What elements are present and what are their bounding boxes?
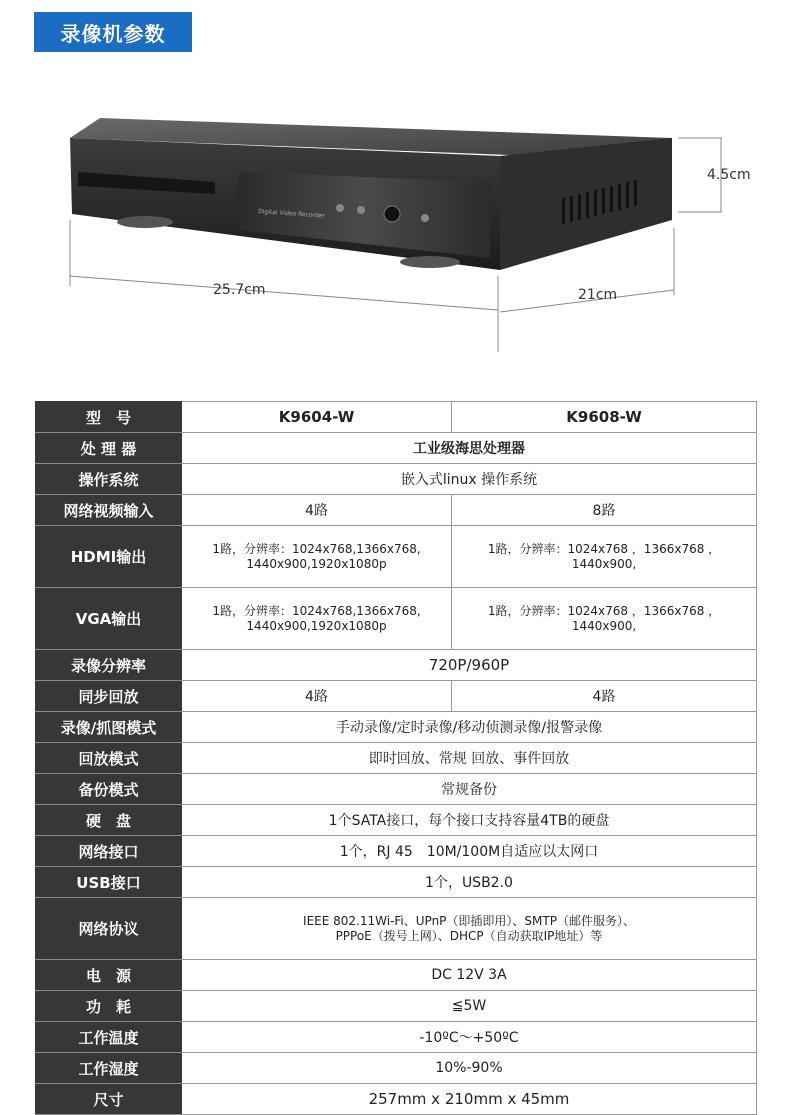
table-row — [36, 1084, 757, 1115]
dvr-device-image — [0, 90, 790, 370]
row-value-b: 8路 — [452, 495, 757, 526]
row-value: 即时回放、常规 回放、事件回放 — [182, 743, 757, 774]
row-value-b: 1路，分辨率：1024x768 ，1366x768 ， 1440x900, — [452, 588, 757, 650]
row-value: -10ºC～+50ºC — [182, 1022, 757, 1053]
row-value: 工业级海思处理器 — [182, 433, 757, 464]
device-label: Digital Video Recorder — [257, 208, 326, 220]
row-value-b: 1路，分辨率：1024x768 ，1366x768 ， 1440x900, — [452, 526, 757, 588]
table-row — [36, 588, 757, 650]
table-row — [36, 743, 757, 774]
row-label: 同步回放 — [36, 681, 182, 712]
table-row — [36, 898, 757, 960]
depth-dimension: 21cm — [578, 287, 618, 303]
row-value-a: 4路 — [182, 495, 452, 526]
row-label: 工作湿度 — [36, 1053, 182, 1084]
row-value: 720P/960P — [182, 650, 757, 681]
hdd-led-icon — [357, 206, 365, 214]
ir-sensor-icon — [384, 206, 400, 222]
row-value-a: 4路 — [182, 681, 452, 712]
row-value: 257mm x 210mm x 45mm — [182, 1084, 757, 1115]
table-row — [36, 960, 757, 991]
row-value-a: 1路，分辨率：1024x768,1366x768, 1440x900,1920x1080p — [182, 588, 452, 650]
row-label: 录像分辨率 — [36, 650, 182, 681]
row-value: 手动录像/定时录像/移动侦测录像/报警录像 — [182, 712, 757, 743]
table-row — [36, 1022, 757, 1053]
row-value-a: 1路，分辨率：1024x768,1366x768, 1440x900,1920x1080p — [182, 526, 452, 588]
row-label: 工作温度 — [36, 1022, 182, 1053]
table-row — [36, 433, 757, 464]
table-row — [36, 991, 757, 1022]
table-row — [36, 526, 757, 588]
row-value: 1个，RJ 45 10M/100M自适应以太网口 — [182, 836, 757, 867]
row-label: 操作系统 — [36, 464, 182, 495]
row-label: 网络协议 — [36, 898, 182, 960]
row-value: IEEE 802.11Wi-Fi、UPnP（即插即用）、SMTP（邮件服务）、 PPPoE（拨号上网）、DHCP（自动获取IP地址）等 — [182, 898, 757, 960]
table-row — [36, 495, 757, 526]
row-label: 功 耗 — [36, 991, 182, 1022]
row-value: 10%-90% — [182, 1053, 757, 1084]
row-label: 处 理 器 — [36, 433, 182, 464]
table-row — [36, 774, 757, 805]
row-value: DC 12V 3A — [182, 960, 757, 991]
model-a: K9604-W — [182, 402, 452, 433]
row-label: 网络接口 — [36, 836, 182, 867]
row-label: 备份模式 — [36, 774, 182, 805]
row-label: VGA输出 — [36, 588, 182, 650]
row-value-b: 4路 — [452, 681, 757, 712]
row-value: 常规备份 — [182, 774, 757, 805]
row-label: USB接口 — [36, 867, 182, 898]
model-b: K9608-W — [452, 402, 757, 433]
table-row-model — [36, 402, 757, 433]
table-row — [36, 464, 757, 495]
table-row — [36, 712, 757, 743]
network-led-icon — [421, 214, 429, 222]
row-label: HDMI输出 — [36, 526, 182, 588]
row-value: 嵌入式linux 操作系统 — [182, 464, 757, 495]
table-row — [36, 805, 757, 836]
row-label: 回放模式 — [36, 743, 182, 774]
row-label: 硬 盘 — [36, 805, 182, 836]
row-label: 电 源 — [36, 960, 182, 991]
table-row — [36, 681, 757, 712]
table-row — [36, 1053, 757, 1084]
page-title: 录像机参数 — [60, 21, 166, 46]
device-foot — [400, 256, 460, 268]
row-label: 录像/抓图模式 — [36, 712, 182, 743]
product-illustration — [0, 90, 790, 370]
power-led-icon — [336, 204, 344, 212]
page-title-banner — [34, 12, 192, 52]
device-foot — [117, 216, 173, 228]
length-dimension: 25.7cm — [213, 282, 266, 298]
table-row — [36, 650, 757, 681]
table-row — [36, 867, 757, 898]
height-dimension: 4.5cm — [707, 167, 751, 183]
row-value: ≦5W — [182, 991, 757, 1022]
row-label: 型 号 — [36, 402, 182, 433]
row-value: 1个，USB2.0 — [182, 867, 757, 898]
row-value: 1个SATA接口，每个接口支持容量4TB的硬盘 — [182, 805, 757, 836]
row-label: 尺寸 — [36, 1084, 182, 1115]
table-row — [36, 836, 757, 867]
row-label: 网络视频输入 — [36, 495, 182, 526]
spec-table — [35, 401, 757, 1115]
